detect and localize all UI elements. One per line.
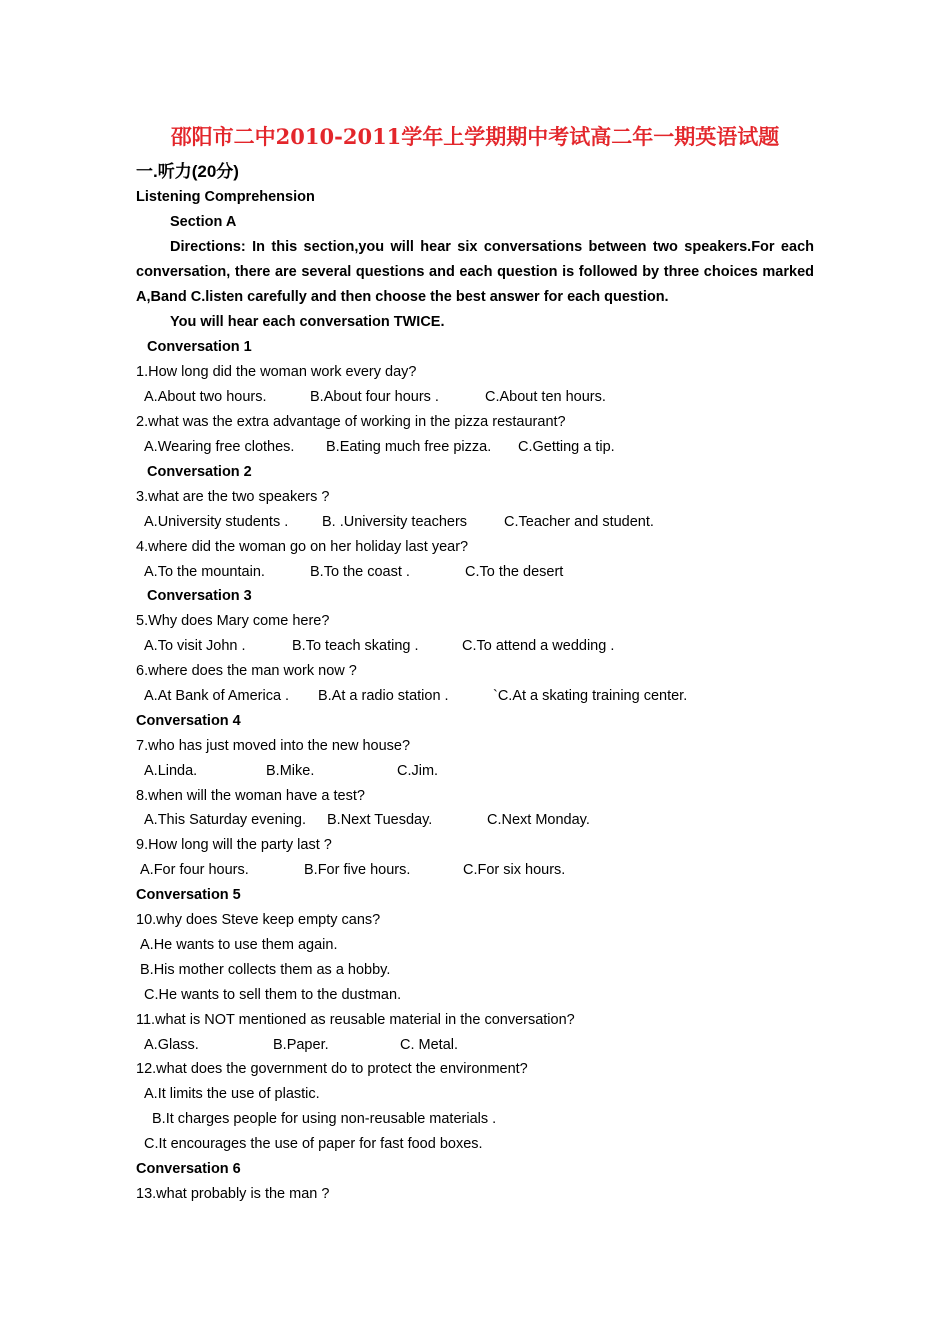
- option-c: C.It encourages the use of paper for fast food boxes.: [144, 1136, 483, 1152]
- option-b: B.It charges people for using non-reusable materials .: [152, 1111, 497, 1127]
- option-c: C.He wants to sell them to the dustman.: [144, 987, 402, 1003]
- option-b: B.Eating much free pizza.: [326, 439, 492, 455]
- option-b: B.Next Tuesday.: [327, 812, 433, 828]
- question-text: 9.How long will the party last ?: [136, 837, 332, 853]
- option-b: B.At a radio station .: [318, 688, 449, 704]
- option-c: C.To the desert: [465, 564, 564, 580]
- conversation-heading: Conversation 1: [147, 339, 252, 355]
- option-b: B.His mother collects them as a hobby.: [140, 962, 391, 978]
- option-c: C.About ten hours.: [485, 389, 606, 405]
- question-text: 2.what was the extra advantage of working in the pizza restaurant?: [136, 414, 566, 430]
- conversation-heading: Conversation 5: [136, 887, 241, 903]
- option-b: B.Mike.: [266, 763, 315, 779]
- option-b: B.For five hours.: [304, 862, 411, 878]
- option-a: A.At Bank of America .: [144, 688, 290, 704]
- conversation-heading: Conversation 2: [147, 464, 252, 480]
- option-c: C.To attend a wedding .: [462, 638, 615, 654]
- section-a-heading: Section A: [170, 214, 237, 230]
- question-text: 8.when will the woman have a test?: [136, 788, 365, 804]
- option-b: B. .University teachers: [322, 514, 468, 530]
- question-text: 5.Why does Mary come here?: [136, 613, 330, 629]
- option-a: A.This Saturday evening.: [144, 812, 307, 828]
- option-b: B.About four hours .: [310, 389, 439, 405]
- directions-paragraph: [136, 235, 814, 310]
- question-text: 7.who has just moved into the new house?: [136, 738, 411, 754]
- option-c: C. Metal.: [400, 1037, 459, 1053]
- conversation-heading: Conversation 4: [136, 713, 241, 729]
- option-a: A.University students .: [144, 514, 289, 530]
- option-c: C.Next Monday.: [487, 812, 590, 828]
- page-title: 邵阳市二中2010-2011学年上学期期中考试高二年一期英语试题: [170, 124, 780, 149]
- option-c: `C.At a skating training center.: [493, 688, 688, 704]
- question-text: 1.How long did the woman work every day?: [136, 364, 417, 380]
- option-a: A.Wearing free clothes.: [144, 439, 295, 455]
- conversation-heading: Conversation 3: [147, 588, 252, 604]
- conversation-heading: Conversation 6: [136, 1161, 241, 1177]
- option-a: A.About two hours.: [144, 389, 267, 405]
- twice-note: You will hear each conversation TWICE.: [170, 314, 445, 330]
- option-a: A.To visit John .: [144, 638, 246, 654]
- option-c: C.Jim.: [397, 763, 439, 779]
- option-c: C.For six hours.: [463, 862, 566, 878]
- question-text: 3.what are the two speakers ?: [136, 489, 330, 505]
- option-a: A.Linda.: [144, 763, 198, 779]
- question-text: 6.where does the man work now ?: [136, 663, 357, 679]
- option-b: B.To teach skating .: [292, 638, 419, 654]
- option-c: C.Getting a tip.: [518, 439, 615, 455]
- option-a: A.To the mountain.: [144, 564, 265, 580]
- directions-text: Directions: In this section,you will hear six conversations between two speakers.For each conversation, there are several questions and each question is followed by three choices marked A,Band C.listen carefully and then choose the best answer for each question.: [136, 239, 814, 305]
- part1-heading: 一.听力(20分): [136, 162, 239, 181]
- option-b: B.Paper.: [273, 1037, 329, 1053]
- option-a: A.Glass.: [144, 1037, 199, 1053]
- option-a: A.For four hours.: [140, 862, 249, 878]
- option-a: A.He wants to use them again.: [140, 937, 338, 953]
- listening-title: Listening Comprehension: [136, 189, 315, 205]
- option-a: A.It limits the use of plastic.: [144, 1086, 320, 1102]
- option-b: B.To the coast .: [310, 564, 410, 580]
- question-text: 10.why does Steve keep empty cans?: [136, 912, 381, 928]
- question-text: 4.where did the woman go on her holiday last year?: [136, 539, 469, 555]
- question-text: 11.what is NOT mentioned as reusable material in the conversation?: [136, 1012, 575, 1028]
- question-text: 12.what does the government do to protect the environment?: [136, 1061, 528, 1077]
- option-c: C.Teacher and student.: [504, 514, 654, 530]
- question-text: 13.what probably is the man ?: [136, 1186, 330, 1202]
